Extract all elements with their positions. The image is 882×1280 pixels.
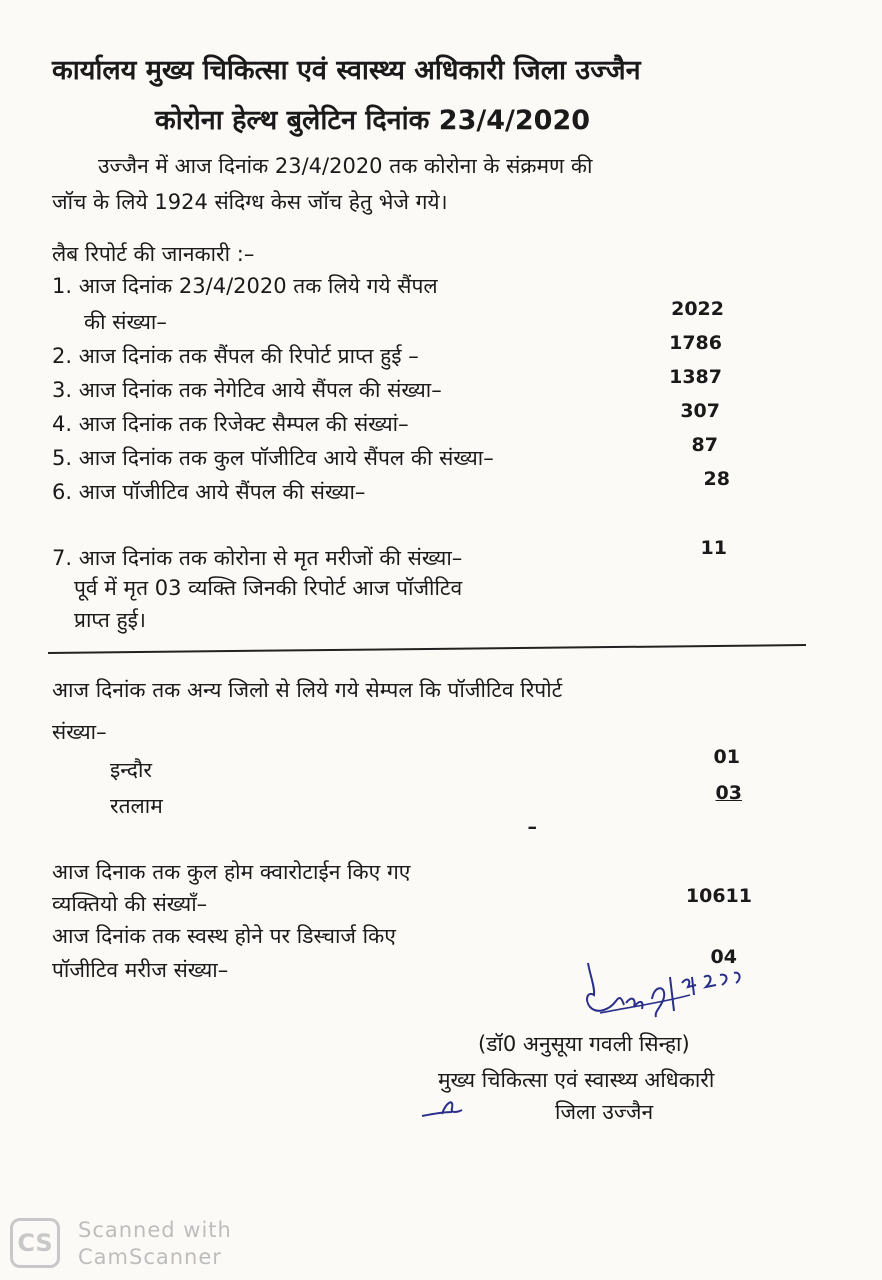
- camscanner-logo-icon: CS: [10, 1218, 60, 1268]
- lab-item-5-value: 87: [691, 434, 718, 456]
- lab-item-4-label: 4. आज दिनांक तक रिजेक्ट सैम्पल की संख्यां–: [52, 412, 409, 436]
- lab-item-7-label-cont: पूर्व में मृत 03 व्यक्ति जिनकी रिपोर्ट आज पॉजीटिव: [74, 576, 463, 600]
- signatory-name: (डॉ0 अनुसूया गवली सिन्हा): [478, 1032, 690, 1056]
- lab-item-6-value: 28: [703, 468, 730, 490]
- district-value-ratlam: 03: [715, 782, 742, 804]
- home-quarantine-line-2: व्यक्तियो की संख्याँ–: [52, 892, 208, 916]
- lab-item-7-label-cont2: प्राप्त हुई।: [74, 608, 146, 632]
- lab-item-6-label: 6. आज पॉजीटिव आये सैंपल की संख्या–: [52, 480, 366, 504]
- lab-item-1-label: 1. आज दिनांक 23/4/2020 तक लिये गये सैंपल: [52, 274, 438, 298]
- lab-item-3-value: 1387: [669, 366, 722, 388]
- section-divider: [48, 644, 806, 654]
- lab-heading: लैब रिपोर्ट की जानकारी :–: [52, 242, 255, 266]
- lab-item-7-label: 7. आज दिनांक तक कोरोना से मृत मरीजों की संख्या–: [52, 546, 463, 570]
- district-value-indore: 01: [713, 746, 740, 768]
- home-quarantine-value: 10611: [685, 885, 752, 907]
- office-title: कार्यालय मुख्य चिकित्सा एवं स्वास्थ्य अधिकारी जिला उज्जैन: [52, 55, 641, 86]
- other-districts-line-2: संख्या–: [52, 720, 107, 744]
- lab-item-5-label: 5. आज दिनांक तक कुल पॉजीटिव आये सैंपल की संख्या–: [52, 446, 494, 470]
- district-total-dash: –: [527, 816, 537, 838]
- lab-item-2-label: 2. आज दिनांक तक सैंपल की रिपोर्ट प्राप्त हुई –: [52, 344, 419, 368]
- signatory-title: मुख्य चिकित्सा एवं स्वास्थ्य अधिकारी: [438, 1068, 715, 1092]
- discharged-line-2: पॉजीटिव मरीज संख्या–: [52, 958, 229, 982]
- intro-line-2: जॉच के लिये 1924 संदिग्ध केस जॉच हेतु भेजे गये।: [52, 190, 448, 214]
- signatory-district: जिला उज्जैन: [555, 1100, 654, 1124]
- district-name-ratlam: रतलाम: [110, 794, 163, 818]
- initials-mark: [418, 1094, 478, 1122]
- lab-item-1-value: 2022: [671, 298, 724, 320]
- lab-item-3-label: 3. आज दिनांक तक नेगेटिव आये सैंपल की संख्या–: [52, 378, 442, 402]
- discharged-value: 04: [710, 946, 737, 968]
- watermark-line-1: Scanned with: [78, 1218, 232, 1242]
- home-quarantine-line-1: आज दिनाक तक कुल होम क्वारोटाईन किए गए: [52, 860, 411, 884]
- lab-item-4-value: 307: [680, 400, 720, 422]
- intro-line-1: उज्जैन में आज दिनांक 23/4/2020 तक कोरोना के संक्रमण की: [98, 154, 593, 178]
- watermark-line-2: CamScanner: [78, 1245, 222, 1269]
- lab-item-1-label-cont: की संख्या–: [84, 310, 167, 334]
- district-name-indore: इन्दौर: [110, 758, 152, 782]
- lab-item-7-value: 11: [700, 537, 727, 559]
- lab-item-2-value: 1786: [669, 332, 722, 354]
- other-districts-line-1: आज दिनांक तक अन्य जिलो से लिये गये सेम्पल कि पॉजीटिव रिपोर्ट: [52, 678, 563, 702]
- bulletin-title: कोरोना हेल्थ बुलेटिन दिनांक 23/4/2020: [155, 105, 591, 136]
- discharged-line-1: आज दिनांक तक स्वस्थ होने पर डिस्चार्ज किए: [52, 924, 396, 948]
